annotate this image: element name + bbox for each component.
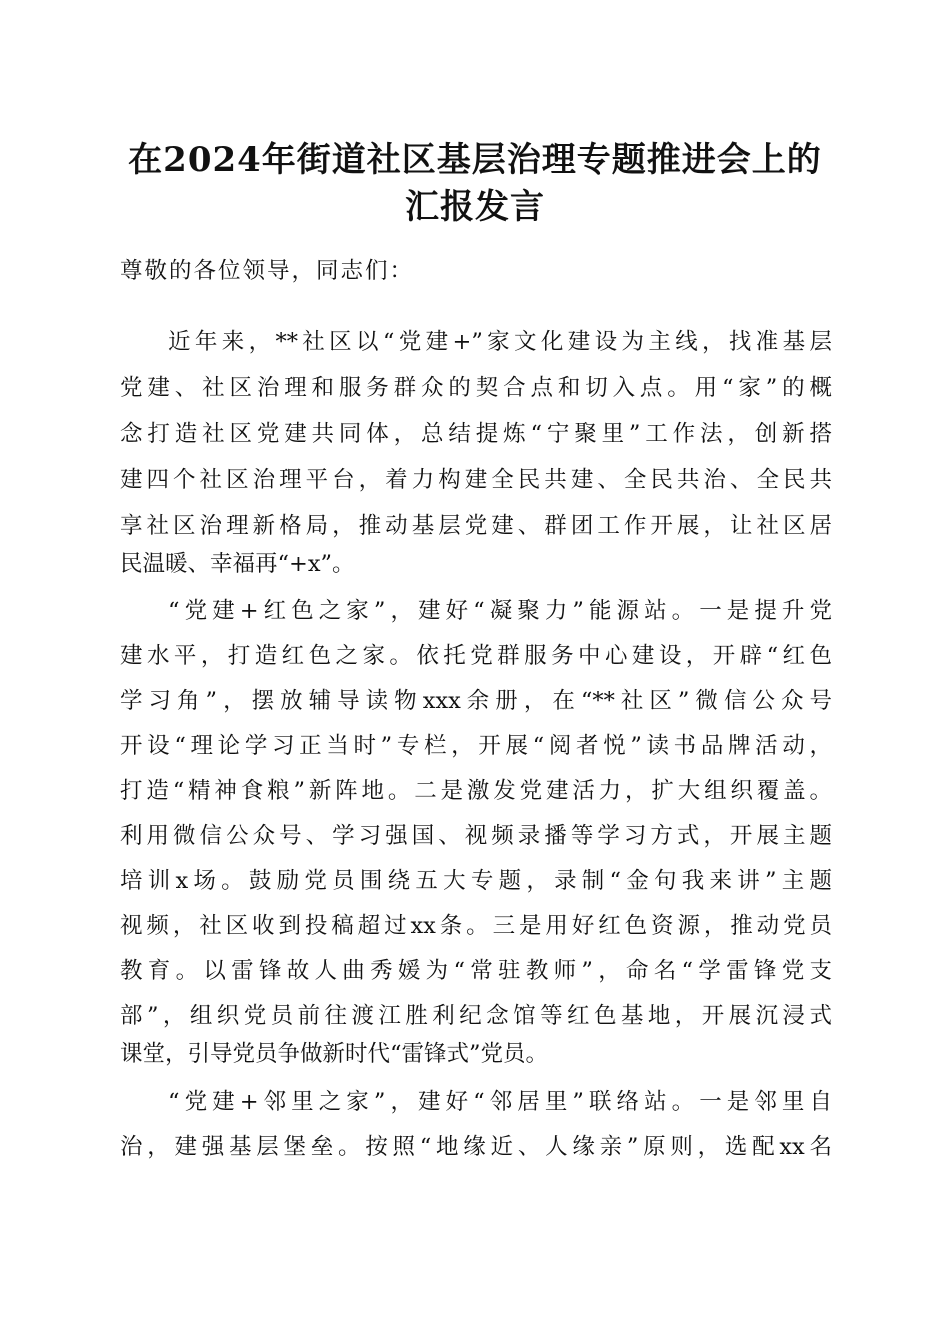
paragraph-1-line-5: 享社区治理新格局，推动基层党建、群团工作开展，让社区居: [120, 513, 832, 539]
paragraph-2-line-9: 教育。以雷锋故人曲秀媛为“常驻教师”，命名“学雷锋党支: [120, 958, 832, 984]
salutation: 尊敬的各位领导，同志们：: [120, 258, 415, 284]
paragraph-2-line-1: “党建+红色之家”，建好“凝聚力”能源站。一是提升党: [168, 598, 832, 624]
paragraph-2-line-4: 开设“理论学习正当时”专栏，开展“阅者悦”读书品牌活动，: [120, 733, 832, 759]
paragraph-1-line-6: 民温暖、幸福再“+x”。: [120, 551, 355, 577]
paragraph-1-line-2: 党建、社区治理和服务群众的契合点和切入点。用“家”的概: [120, 375, 832, 401]
paragraph-2-line-8: 视频，社区收到投稿超过xx条。三是用好红色资源，推动党员: [120, 913, 832, 939]
paragraph-1-line-4: 建四个社区治理平台，着力构建全民共建、全民共治、全民共: [120, 467, 832, 493]
paragraph-3-line-2: 治，建强基层堡垒。按照“地缘近、人缘亲”原则，选配xx名: [120, 1134, 832, 1160]
paragraph-2-line-5: 打造“精神食粮”新阵地。二是激发党建活力，扩大组织覆盖。: [120, 778, 832, 804]
paragraph-2-line-2: 建水平，打造红色之家。依托党群服务中心建设，开辟“红色: [120, 643, 832, 669]
paragraph-2-line-10: 部”，组织党员前往渡江胜利纪念馆等红色基地，开展沉浸式: [120, 1003, 832, 1029]
paragraph-1-line-1: 近年来，**社区以“党建+”家文化建设为主线，找准基层: [168, 329, 832, 355]
paragraph-2-line-7: 培训x场。鼓励党员围绕五大专题，录制“金句我来讲”主题: [120, 868, 832, 894]
paragraph-1-line-3: 念打造社区党建共同体，总结提炼“宁聚里”工作法，创新搭: [120, 421, 832, 447]
paragraph-3-line-1: “党建+邻里之家”，建好“邻居里”联络站。一是邻里自: [168, 1089, 832, 1115]
paragraph-2-line-11: 课堂，引导党员争做新时代“雷锋式”党员。: [120, 1041, 549, 1067]
document-title-line-1: 在2024年街道社区基层治理专题推进会上的: [128, 140, 822, 180]
paragraph-2-line-3: 学习角”，摆放辅导读物xxx余册，在“**社区”微信公众号: [120, 688, 832, 714]
document-title-line-2: 汇报发言: [405, 187, 545, 227]
paragraph-2-line-6: 利用微信公众号、学习强国、视频录播等学习方式，开展主题: [120, 823, 832, 849]
